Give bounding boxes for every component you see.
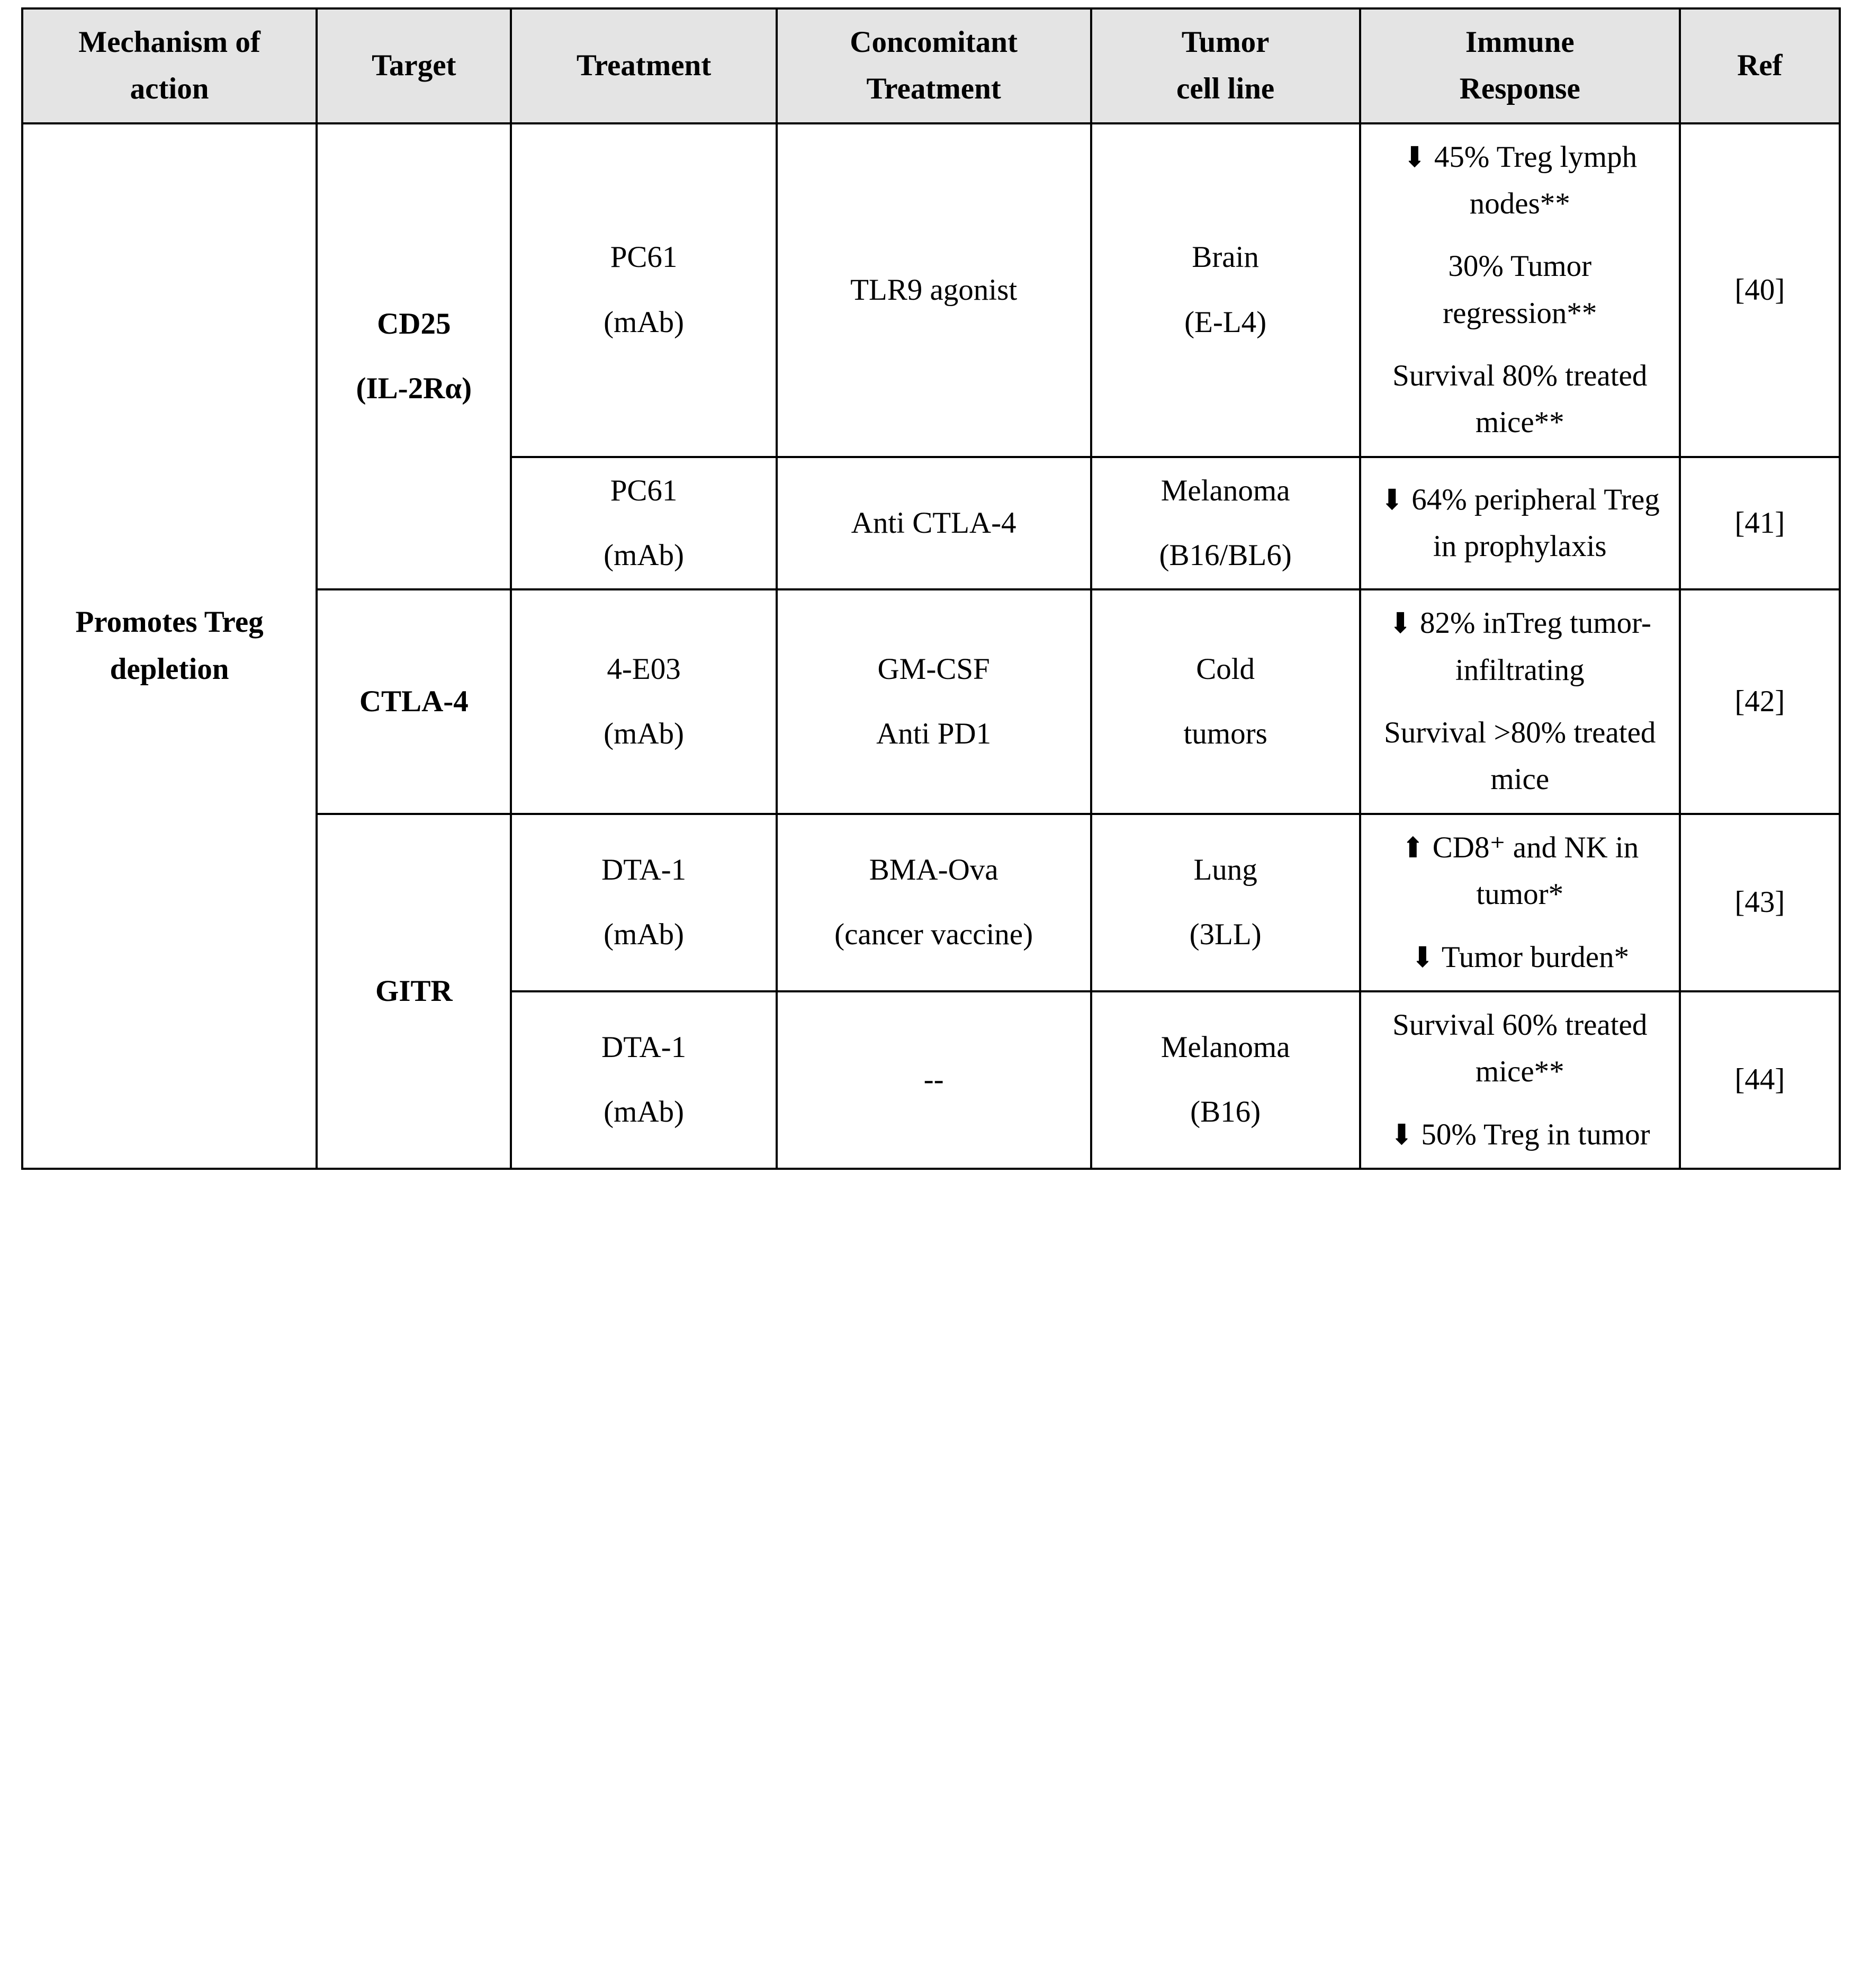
cell-cellline [1091,123,1360,457]
cell-target-ctla4 [317,589,511,813]
cellline-name: Brain [1192,240,1259,274]
arrow-down-icon: ⬇ [1410,941,1435,973]
cell-mechanism [22,123,317,1169]
cell-cellline [1091,457,1360,590]
immune-item [1369,353,1671,446]
immune-item [1369,134,1671,228]
cellline-name: Cold [1196,652,1255,686]
column-header-mechanism [22,8,317,123]
cell-treatment [511,814,776,991]
column-header-concomitant-line2: Treatment [866,72,1001,106]
target-name: CTLA-4 [359,684,469,718]
column-header-immune-line1: Immune [1465,25,1575,59]
column-header-immune-line2: Response [1459,72,1580,106]
spacer [1100,1071,1352,1089]
immune-item [1369,243,1671,337]
spacer [519,514,768,532]
treg-depletion-table [21,7,1841,1170]
cell-treatment [511,123,776,457]
immune-item [1369,477,1671,570]
cell-ref: [42] [1680,589,1840,813]
concomitant-line: Anti CTLA-4 [851,506,1017,540]
cell-treatment [511,589,776,813]
treatment-type: (mAb) [604,1095,685,1129]
immune-item [1369,1002,1671,1096]
immune-item [1369,934,1671,981]
spacer [519,893,768,911]
cellline-code: tumors [1183,717,1267,751]
column-header-ref: Ref [1680,8,1840,123]
immune-item [1369,600,1671,694]
spacer [1100,893,1352,911]
spacer [519,1071,768,1089]
cell-concomitant [777,123,1091,457]
cellline-code: (B16/BL6) [1159,539,1292,572]
immune-item-text: Tumor burden* [1441,940,1630,974]
column-header-mechanism-line2: action [130,72,209,106]
concomitant-line: BMA-Ova [869,853,999,886]
treatment-type: (mAb) [604,539,685,572]
immune-item-text: 64% peripheral Treg in prophylaxis [1411,482,1660,563]
column-header-cellline-line1: Tumor [1181,25,1270,59]
mechanism-line2: depletion [110,652,229,686]
concomitant-line: (cancer vaccine) [834,918,1033,952]
immune-item-text: 82% inTreg tumor-infiltrating [1420,606,1651,687]
cell-cellline [1091,991,1360,1169]
column-header-treatment: Treatment [511,8,776,123]
column-header-cellline-line2: cell line [1176,72,1275,106]
immune-item-text: 30% Tumor regression** [1443,249,1597,330]
treatment-type: (mAb) [604,305,685,339]
cell-concomitant [777,991,1091,1169]
immune-item [1369,1112,1671,1158]
cell-immune-response [1360,991,1680,1169]
cell-target-cd25 [317,123,511,590]
spacer [1100,514,1352,532]
spacer [519,281,768,299]
spacer [519,693,768,711]
treatment-name: DTA-1 [601,853,687,886]
immune-item [1369,825,1671,918]
immune-item-text: Survival 80% treated mice** [1392,359,1648,440]
cell-immune-response [1360,814,1680,991]
cellline-name: Melanoma [1161,473,1290,507]
cell-treatment [511,457,776,590]
cell-concomitant [777,814,1091,991]
column-header-concomitant [777,8,1091,123]
spacer [1100,693,1352,711]
column-header-cellline [1091,8,1360,123]
mechanism-line1: Promotes Treg [75,605,264,639]
immune-item-text: 45% Treg lymph nodes** [1434,140,1638,221]
cell-concomitant [777,589,1091,813]
spacer [325,347,502,365]
arrow-down-icon: ⬇ [1402,141,1427,173]
cell-ref: [43] [1680,814,1840,991]
spacer [785,893,1083,911]
cell-ref: [40] [1680,123,1840,457]
cellline-name: Melanoma [1161,1031,1290,1064]
cell-immune-response [1360,589,1680,813]
treatment-name: DTA-1 [601,1031,687,1064]
spacer [1100,281,1352,299]
immune-item-text: CD8⁺ and NK in tumor* [1432,830,1639,911]
concomitant-line: GM-CSF [877,652,990,686]
cell-concomitant [777,457,1091,590]
arrow-down-icon: ⬇ [1389,1118,1414,1151]
table-header-row [22,8,1840,123]
cell-cellline [1091,814,1360,991]
immune-item-text: Survival >80% treated mice [1384,716,1656,796]
target-sub: (IL-2Rα) [356,372,472,406]
concomitant-line: Anti PD1 [876,717,992,751]
column-header-concomitant-line1: Concomitant [850,25,1018,59]
cellline-code: (E-L4) [1184,305,1267,339]
target-name: CD25 [377,307,451,341]
cellline-code: (3LL) [1189,918,1262,952]
immune-item-text: 50% Treg in tumor [1421,1117,1650,1151]
cell-ref: [44] [1680,991,1840,1169]
treatment-name: 4-E03 [607,652,681,686]
cell-immune-response [1360,457,1680,590]
cell-immune-response [1360,123,1680,457]
cellline-code: (B16) [1190,1095,1261,1129]
arrow-down-icon: ⬇ [1388,607,1413,640]
column-header-immune [1360,8,1680,123]
arrow-up-icon: ⬆ [1401,831,1425,864]
table-body [22,123,1840,1169]
cell-treatment [511,991,776,1169]
spacer [785,693,1083,711]
concomitant-line: TLR9 agonist [850,273,1018,307]
treatment-type: (mAb) [604,717,685,751]
treatment-name: PC61 [610,240,678,274]
immune-item-text: Survival 60% treated mice** [1392,1008,1648,1089]
table-row [22,123,1840,457]
cell-target-gitr [317,814,511,1169]
treatment-type: (mAb) [604,918,685,952]
concomitant-line: -- [923,1063,944,1097]
cell-cellline [1091,589,1360,813]
target-name: GITR [375,974,453,1008]
treatment-name: PC61 [610,473,678,507]
cellline-name: Lung [1193,853,1257,886]
table-header [22,8,1840,123]
column-header-mechanism-line1: Mechanism of [78,25,260,59]
arrow-down-icon: ⬇ [1380,483,1404,516]
immune-item [1369,710,1671,803]
cell-ref: [41] [1680,457,1840,590]
column-header-target: Target [317,8,511,123]
